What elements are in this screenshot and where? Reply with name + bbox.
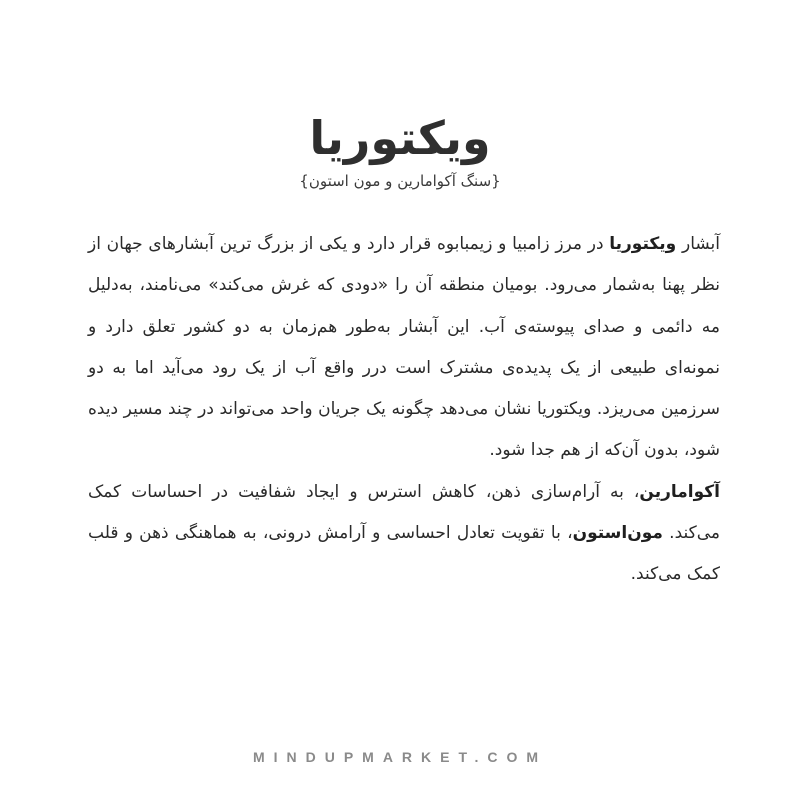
paragraph-victoria (88, 224, 720, 472)
highlight-victoria: ویکتوریا (609, 234, 677, 254)
page-title: ویکتوریا (309, 110, 491, 165)
highlight-moonstone: مون‌استون (572, 523, 663, 544)
paragraph-text: آبشار (676, 234, 720, 254)
paragraph-text: ، با تقویت تعادل احساسی و آرامش درونی، به هماهنگی ذهن و قلب کمک می‌کند. (88, 523, 720, 585)
highlight-aquamarine: آکوامارین (639, 481, 720, 502)
paragraph-text: در مرز زامبیا و زیمبابوه قرار دارد و یکی از بزرگ ترین آبشارهای جهان از نظر پهنا به‌شمار می‌رود. بومیان منطقه آن را «دودی که غرش می‌کند» می‌نامند، به‌دلیل مه دائمی و صدای پیوسته‌ی آب. این آبشار به‌طور هم‌زمان به دو کشور تعلق دارد و نمونه‌ای طبیعی از یک پدیده‌ی مشترک است درر واقع آب از یک رود می‌آید اما به دو سرزمین می‌ریزد. ویکتوریا نشان می‌دهد چگونه یک جریان واحد می‌تواند در چند مسیر دیده شود، بدون آن‌که از هم جدا شود. (88, 234, 720, 461)
paragraph-stones (88, 472, 720, 596)
subtitle: {سنگ آکوامارین و مون استون} (299, 172, 501, 190)
article-body (88, 224, 720, 596)
paragraph-text: ، به آرام‌سازی ذهن، کاهش استرس و ایجاد شفافیت در احساسات کمک می‌کند. (88, 481, 720, 544)
footer-brand: MINDUPMARKET.COM (252, 749, 548, 765)
